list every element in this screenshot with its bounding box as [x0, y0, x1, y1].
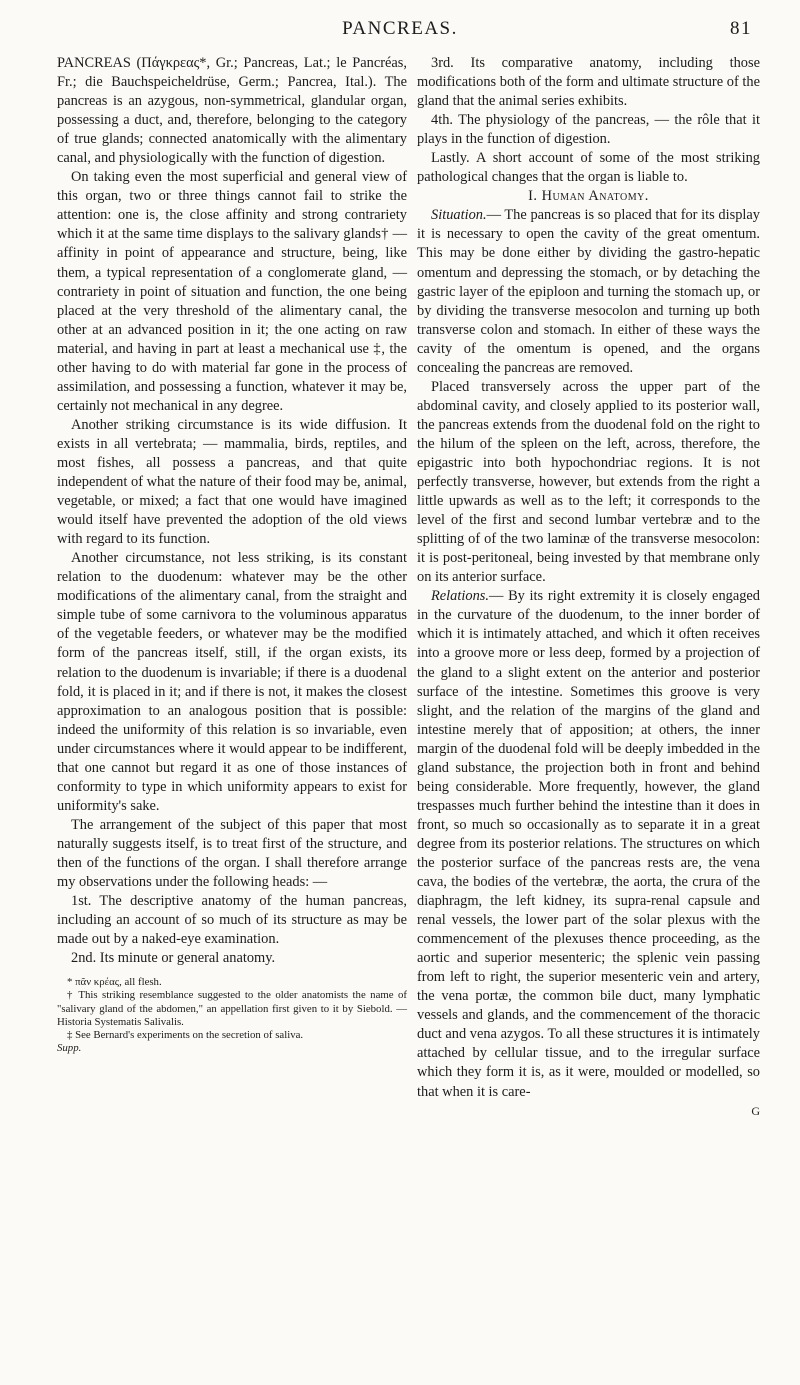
- body-paragraph: Placed transversely across the upper part of the abdominal cavity, and closely applied to its posterior wall, the pancreas extends from the duodenal fold on the right to the hilum of the spleen on the left, across, therefore, the epigastric into both hypochondriac regions. It is not perfectly transverse, however, but extends from the right a little upwards as well as to the left; it corresponds to the level of the first and second lumbar vertebræ and to the splitting of of the two laminæ of the transverse mesocolon: it is post-peritoneal, being invested by that membrane only on its anterior surface.: [417, 378, 760, 586]
- signature-mark: G: [751, 1103, 760, 1118]
- body-paragraph: 2nd. Its minute or general anatomy.: [71, 950, 276, 967]
- footnote: ‡ See Bernard's experiments on the secretion of saliva.: [67, 1029, 304, 1042]
- relations-text: — By its right extremity it is closely engaged in the curvature of the duodenum, to the inner border of which it is intimately attached, and which it often receives into a groove more or less deep, formed by a projection of the gland to a slight extent on the anterior and posterior surface of the intestine. Sometimes this groove is very slight, and the relation of the margins of the gland and intestine merely that of apposition; at others, the inner margin of the duodenal fold will be deeply imbedded in the gland substance, the projection both in front and behind being considerable. More frequently, however, the gland trespasses much further behind the intestine than it does in front, so much so occasionally as to separate it in a great degree from its posterior relations. The structures on which the posterior surface of the pancreas rests are, the vena cava, the bodies of the vertebræ, the aorta, the crura of the diaphragm, the left kidney, its supra-renal capsule and renal vessels, the lower part of the solar plexus with the commencement of the plexuses thence proceeding, as the aortic and superior mesenteric; the splenic vein passing from left to right, the superior mesenteric vein and artery, the vena portæ, the common bile duct, many lymphatic vessels and glands, and the commencement of the thoracic duct and vena azygos. To all these structures it is intimately attached by cellular tissue, and to the irregular surface which they form it is, as it were, moulded or modelled, so that when it is care-: [417, 588, 760, 1100]
- page-title: PANCREAS.: [342, 18, 458, 39]
- footnote: * πᾶν κρέας, all flesh.: [67, 976, 162, 989]
- left-column: [57, 54, 407, 1055]
- running-head: [0, 18, 800, 44]
- body-paragraph: Another circumstance, not less striking, is its constant relation to the duodenum: whatever may be the other modifications of the alimentary canal, from the straight and simple tube of some carnivora to the voluminous apparatus of the vegetable feeders, or whatever may be the modified form of the pancreas itself, still, if the organ exists, its relation to the duodenum is invariable; if there is a duodenal fold, it is placed in it; and if there is not, it makes the closest approximation to an analogous position that is possible: indeed the uniformity of this relation is so invariable, even under circumstances where it would appear to be indifferent, that one cannot but regard it as one of those instances of conformity to type in which uniformity appears to exist for uniformity's sake.: [57, 550, 407, 814]
- outline-item: Lastly. A short account of some of the most striking pathological changes that the organ is liable to.: [417, 150, 760, 186]
- outline-item: 4th. The physiology of the pancreas, — the rôle that it plays in the function of digestion.: [417, 112, 760, 148]
- section-heading: I. Human Anatomy.: [528, 188, 649, 205]
- relations-label: Relations.: [431, 588, 489, 605]
- body-paragraph: Another striking circumstance is its wide diffusion. It exists in all vertebrata; — mammalia, birds, reptiles, and most fishes, all possess a pancreas, and that quite independent of what the nature of their food may be, animal, vegetable, or mixed; a fact that one would have imagined would itself have prevented the adoption of the old views with regard to its function.: [57, 416, 407, 548]
- signature-row: [417, 1102, 760, 1116]
- situation-paragraph: [417, 206, 760, 377]
- intro-paragraph: PANCREAS (Πάγκρεας*, Gr.; Pancreas, Lat.; le Pancréas, Fr.; die Bauchspeicheldrüse, Germ.; Pancrea, Ital.). The pancreas is an azygous, non-symmetrical, glandular organ, possessing a duct, and, therefore, belonging to the category of true glands; connected anatomically with the alimentary canal, and physiologically with the function of digestion.: [57, 55, 407, 167]
- supp-label: Supp.: [57, 1042, 82, 1055]
- body-paragraph: 1st. The descriptive anatomy of the human pancreas, including an account of so much of its structure as may be made out by a naked-eye examination.: [57, 893, 407, 948]
- footnote: † This striking resemblance suggested to the older anatomists the name of "salivary gland of the abdomen," an appellation first given to it by Siebold. — Historia Systematis Salivalis.: [57, 989, 407, 1028]
- body-paragraph: On taking even the most superficial and general view of this organ, two or three things cannot fail to strike the attention: one is, the close affinity and strong contrariety which it at the same time displays to the salivary glands† — affinity in point of appearance and structure, being, like them, a typical representation of a conglomerate gland, — contrariety in point of situation and function, the one being placed at the very threshold of the alimentary canal, the other at an advanced position in it; the one acting on raw material, and having in part at least a mechanical use ‡, the other having to do with material far gone in the process of assimilation, and possessing a function, whatever it may be, certainly not mechanical in any degree.: [57, 169, 407, 414]
- body-paragraph: The arrangement of the subject of this paper that most naturally suggests itself, is to treat first of the structure, and then of the functions of the organ. I shall therefore arrange my observations under the following heads: —: [57, 816, 407, 891]
- situation-label: Situation.: [431, 207, 487, 224]
- relations-paragraph: [417, 587, 760, 1101]
- right-column: [417, 54, 760, 1116]
- page-number: 81: [730, 18, 752, 39]
- footnotes: [57, 976, 407, 1055]
- outline-item: 3rd. Its comparative anatomy, including those modifications both of the form and ultimate structure of the gland that the animal series exhibits.: [417, 55, 760, 110]
- situation-text: — The pancreas is so placed that for its display it is necessary to open the cavity of the great omentum. This may be done either by dividing the gastro-hepatic omentum and depressing the stomach, or by detaching the gastric layer of the epiploon and turning the stomach up, or by dividing the transverse mesocolon and turning up both transverse colon and stomach. In either of these ways the cavity of the omentum is opened, and the organs concealing the pancreas are removed.: [417, 207, 760, 376]
